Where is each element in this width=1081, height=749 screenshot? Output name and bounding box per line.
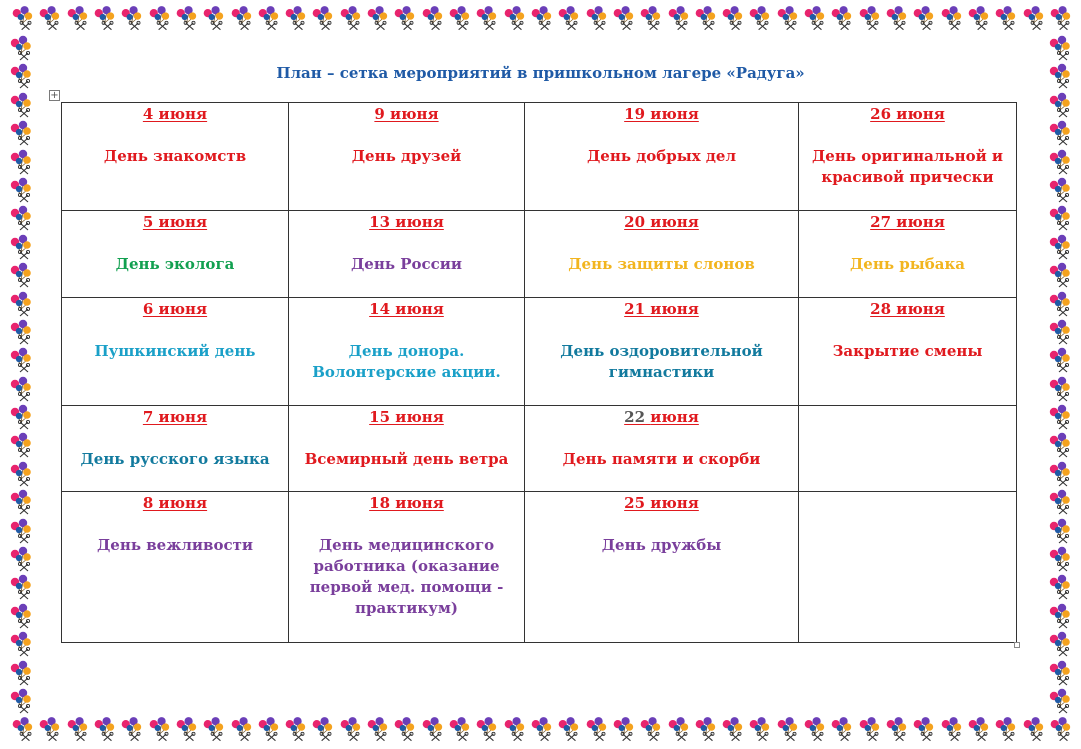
balloon-scissors-icon (390, 715, 417, 743)
cell-date: 4 июня (142, 105, 208, 123)
schedule-table (61, 102, 1017, 643)
balloon-scissors-icon (6, 346, 34, 374)
balloon-scissors-icon (773, 715, 800, 743)
balloon-scissors-icon (582, 715, 609, 743)
balloon-scissors-icon (1045, 460, 1073, 488)
balloon-scissors-icon (199, 4, 226, 32)
cell-date-number: 22 (624, 408, 646, 426)
balloon-scissors-icon (90, 4, 117, 32)
balloon-scissors-icon (745, 715, 772, 743)
table-row (62, 406, 1017, 492)
schedule-cell (62, 103, 289, 211)
balloon-scissors-icon (1045, 573, 1073, 601)
balloon-scissors-icon (227, 4, 254, 32)
balloon-scissors-icon (472, 715, 499, 743)
balloon-scissors-icon (308, 4, 335, 32)
cell-event: День русского языка (80, 450, 270, 468)
balloon-scissors-icon (35, 715, 62, 743)
balloon-scissors-icon (254, 715, 281, 743)
schedule-cell (525, 298, 799, 406)
balloon-scissors-icon (172, 4, 199, 32)
balloon-scissors-icon (800, 715, 827, 743)
balloon-scissors-icon (527, 715, 554, 743)
cell-event: День вежливости (96, 536, 254, 554)
balloon-scissors-icon (6, 659, 34, 687)
cell-date: 19 июня (624, 105, 699, 123)
cell-event: День медицинского работника (оказание первой мед. помощи - практикум) (309, 536, 504, 617)
table-resize-handle-icon[interactable] (1014, 642, 1020, 648)
schedule-cell (799, 492, 1017, 643)
balloon-scissors-icon (6, 34, 34, 62)
balloon-scissors-icon (1045, 318, 1073, 346)
cell-date: 27 июня (870, 213, 945, 231)
balloon-scissors-icon (527, 4, 554, 32)
balloon-scissors-icon (882, 715, 909, 743)
balloon-scissors-icon (636, 4, 663, 32)
cell-event: День эколога (115, 255, 235, 273)
balloon-scissors-icon (63, 4, 90, 32)
balloon-scissors-icon (664, 4, 691, 32)
schedule-cell (289, 492, 525, 643)
balloon-scissors-icon (855, 715, 882, 743)
balloon-scissors-icon (6, 261, 34, 289)
balloon-scissors-icon (800, 4, 827, 32)
balloon-scissors-icon (6, 403, 34, 431)
balloon-scissors-icon (664, 715, 691, 743)
balloon-scissors-icon (336, 4, 363, 32)
balloon-scissors-icon (6, 630, 34, 658)
cell-event: День дружбы (601, 536, 722, 554)
cell-date (531, 408, 792, 426)
balloon-scissors-icon (1045, 517, 1073, 545)
balloon-scissors-icon (1045, 431, 1073, 459)
table-row (62, 298, 1017, 406)
balloon-scissors-icon (1045, 34, 1073, 62)
table-move-handle-icon[interactable]: + (50, 90, 59, 101)
balloon-scissors-icon (117, 4, 144, 32)
schedule-cell (525, 492, 799, 643)
balloon-scissors-icon (554, 4, 581, 32)
balloon-scissors-icon (609, 715, 636, 743)
balloon-scissors-icon (691, 4, 718, 32)
balloon-scissors-icon (6, 290, 34, 318)
table-row (62, 103, 1017, 211)
balloon-scissors-icon (8, 4, 35, 32)
balloon-scissors-icon (1045, 346, 1073, 374)
balloon-scissors-icon (718, 4, 745, 32)
balloon-scissors-icon (281, 4, 308, 32)
balloon-scissors-icon (418, 715, 445, 743)
balloon-scissors-icon (6, 318, 34, 346)
cell-event: День знакомств (103, 147, 247, 165)
balloon-scissors-icon (1045, 687, 1073, 715)
balloon-scissors-icon (117, 715, 144, 743)
schedule-cell (62, 211, 289, 298)
cell-event: День оригинальной и красивой прически (811, 147, 1004, 186)
decorative-border-left (6, 34, 36, 715)
balloon-scissors-icon (1045, 233, 1073, 261)
cell-event: День рыбака (849, 255, 966, 273)
balloon-scissors-icon (6, 204, 34, 232)
table-row (62, 492, 1017, 643)
cell-date: 18 июня (369, 494, 444, 512)
cell-date: 20 июня (624, 213, 699, 231)
balloon-scissors-icon (1045, 119, 1073, 147)
table-row (62, 211, 1017, 298)
balloon-scissors-icon (145, 715, 172, 743)
balloon-scissors-icon (718, 715, 745, 743)
balloon-scissors-icon (35, 4, 62, 32)
schedule-cell (289, 103, 525, 211)
balloon-scissors-icon (500, 715, 527, 743)
balloon-scissors-icon (1046, 4, 1073, 32)
balloon-scissors-icon (636, 715, 663, 743)
balloon-scissors-icon (827, 4, 854, 32)
balloon-scissors-icon (281, 715, 308, 743)
schedule-cell (799, 103, 1017, 211)
cell-event: День друзей (351, 147, 462, 165)
balloon-scissors-icon (1045, 545, 1073, 573)
schedule-cell (799, 298, 1017, 406)
cell-event: Всемирный день ветра (304, 450, 509, 468)
balloon-scissors-icon (6, 148, 34, 176)
balloon-scissors-icon (582, 4, 609, 32)
schedule-cell (525, 406, 799, 492)
cell-date: 7 июня (142, 408, 208, 426)
cell-date: 25 июня (624, 494, 699, 512)
cell-date: 9 июня (374, 105, 439, 123)
cell-date: 15 июня (369, 408, 444, 426)
cell-event: Пушкинский день (94, 342, 256, 360)
balloon-scissors-icon (909, 4, 936, 32)
schedule-cell (289, 298, 525, 406)
cell-event: Закрытие смены (832, 342, 983, 360)
balloon-scissors-icon (90, 715, 117, 743)
cell-event: День добрых дел (586, 147, 737, 165)
balloon-scissors-icon (1045, 91, 1073, 119)
balloon-scissors-icon (827, 715, 854, 743)
cell-date-month: июня (650, 408, 699, 426)
balloon-scissors-icon (6, 602, 34, 630)
page-title: План – сетка мероприятий в пришкольном лагере «Радуга» (276, 64, 805, 82)
balloon-scissors-icon (6, 517, 34, 545)
balloon-scissors-icon (1045, 204, 1073, 232)
schedule-cell (289, 211, 525, 298)
balloon-scissors-icon (855, 4, 882, 32)
balloon-scissors-icon (227, 715, 254, 743)
balloon-scissors-icon (6, 375, 34, 403)
cell-date: 6 июня (142, 300, 208, 318)
schedule-cell (62, 492, 289, 643)
balloon-scissors-icon (1019, 715, 1046, 743)
balloon-scissors-icon (964, 715, 991, 743)
cell-date: 13 июня (369, 213, 444, 231)
balloon-scissors-icon (1045, 148, 1073, 176)
balloon-scissors-icon (1019, 4, 1046, 32)
balloon-scissors-icon (6, 119, 34, 147)
cell-date: 14 июня (369, 300, 444, 318)
balloon-scissors-icon (964, 4, 991, 32)
balloon-scissors-icon (909, 715, 936, 743)
balloon-scissors-icon (745, 4, 772, 32)
balloon-scissors-icon (472, 4, 499, 32)
schedule-cell (289, 406, 525, 492)
balloon-scissors-icon (1045, 659, 1073, 687)
balloon-scissors-icon (363, 4, 390, 32)
balloon-scissors-icon (445, 715, 472, 743)
cell-date: 21 июня (624, 300, 699, 318)
balloon-scissors-icon (554, 715, 581, 743)
decorative-border-right (1045, 34, 1075, 715)
balloon-scissors-icon (1045, 403, 1073, 431)
balloon-scissors-icon (1045, 630, 1073, 658)
balloon-scissors-icon (6, 431, 34, 459)
balloon-scissors-icon (6, 687, 34, 715)
balloon-scissors-icon (882, 4, 909, 32)
balloon-scissors-icon (6, 176, 34, 204)
balloon-scissors-icon (6, 460, 34, 488)
decorative-border-bottom (8, 715, 1073, 745)
balloon-scissors-icon (6, 91, 34, 119)
cell-event: День памяти и скорби (562, 450, 761, 468)
balloon-scissors-icon (6, 573, 34, 601)
balloon-scissors-icon (1045, 290, 1073, 318)
balloon-scissors-icon (691, 715, 718, 743)
balloon-scissors-icon (937, 715, 964, 743)
balloon-scissors-icon (254, 4, 281, 32)
cell-date: 26 июня (870, 105, 945, 123)
schedule-cell (62, 298, 289, 406)
balloon-scissors-icon (8, 715, 35, 743)
balloon-scissors-icon (1045, 176, 1073, 204)
schedule-cell (799, 211, 1017, 298)
balloon-scissors-icon (145, 4, 172, 32)
balloon-scissors-icon (6, 233, 34, 261)
balloon-scissors-icon (500, 4, 527, 32)
balloon-scissors-icon (172, 715, 199, 743)
cell-event: День защиты слонов (568, 255, 755, 273)
schedule-cell (62, 406, 289, 492)
balloon-scissors-icon (1045, 602, 1073, 630)
balloon-scissors-icon (1045, 261, 1073, 289)
balloon-scissors-icon (1046, 715, 1073, 743)
decorative-border-top (8, 4, 1073, 34)
balloon-scissors-icon (63, 715, 90, 743)
balloon-scissors-icon (609, 4, 636, 32)
cell-event: День России (350, 255, 463, 273)
balloon-scissors-icon (991, 715, 1018, 743)
cell-event: День донора. Волонтерские акции. (312, 342, 501, 381)
balloon-scissors-icon (937, 4, 964, 32)
balloon-scissors-icon (418, 4, 445, 32)
cell-date: 28 июня (870, 300, 945, 318)
balloon-scissors-icon (445, 4, 472, 32)
balloon-scissors-icon (308, 715, 335, 743)
balloon-scissors-icon (199, 715, 226, 743)
schedule-cell (799, 406, 1017, 492)
cell-date: 8 июня (142, 494, 208, 512)
balloon-scissors-icon (390, 4, 417, 32)
balloon-scissors-icon (1045, 375, 1073, 403)
balloon-scissors-icon (1045, 488, 1073, 516)
balloon-scissors-icon (363, 715, 390, 743)
cell-event: День оздоровительной гимнастики (560, 342, 763, 381)
balloon-scissors-icon (336, 715, 363, 743)
cell-date: 5 июня (142, 213, 208, 231)
balloon-scissors-icon (991, 4, 1018, 32)
balloon-scissors-icon (773, 4, 800, 32)
balloon-scissors-icon (6, 545, 34, 573)
balloon-scissors-icon (6, 488, 34, 516)
schedule-cell (525, 103, 799, 211)
schedule-cell (525, 211, 799, 298)
